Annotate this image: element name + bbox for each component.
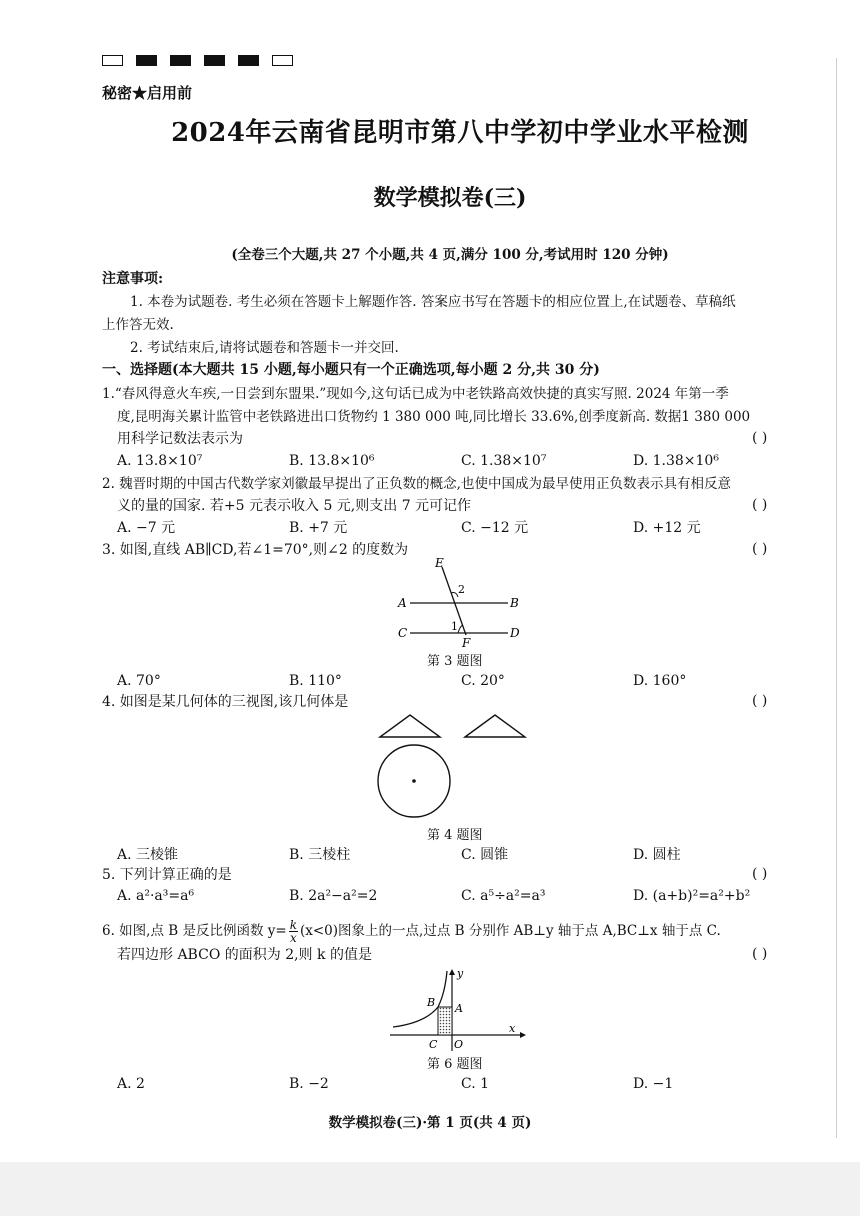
label-e: E (435, 556, 444, 570)
q6-option-c: C. 1 (461, 1076, 490, 1092)
q1-option-b: B. 13.8×10⁶ (289, 453, 375, 469)
exam-info: (全卷三个大题,共 27 个小题,共 4 页,满分 100 分,考试用时 120 分钟) (231, 247, 669, 263)
code-box-filled (238, 55, 259, 66)
label-a: A (398, 596, 407, 610)
q4-option-a: A. 三棱锥 (117, 847, 179, 863)
q4-figure-caption: 第 4 题图 (427, 828, 483, 843)
label-c: C (398, 626, 408, 640)
q3-parallel-lines-figure (390, 555, 530, 650)
scan-edge-line (836, 58, 837, 1138)
q6-answer-blank: ( ) (752, 946, 768, 962)
q3-answer-blank: ( ) (752, 541, 768, 557)
q1-option-a: A. 13.8×10⁷ (117, 453, 203, 469)
code-box-empty (102, 55, 123, 66)
section-1-heading: 一、选择题(本大题共 15 小题,每小题只有一个正确选项,每小题 2 分,共 30 分) (102, 362, 600, 378)
q5-option-a: A. a²·a³=a⁶ (117, 888, 195, 904)
exam-title: 2024年云南省昆明市第八中学初中学业水平检测 (171, 118, 749, 148)
q4-option-d: D. 圆柱 (633, 847, 681, 863)
secret-label: 秘密★启用前 (102, 84, 193, 102)
code-box-filled (204, 55, 225, 66)
q4-answer-blank: ( ) (752, 693, 768, 709)
q1-option-c: C. 1.38×10⁷ (461, 453, 547, 469)
q4-line-1: 4. 如图是某几何体的三视图,该几何体是 (102, 694, 349, 710)
notes-line-1b: 上作答无效. (102, 317, 174, 333)
q5-line-1: 5. 下列计算正确的是 (102, 867, 232, 883)
q2-option-c: C. −12 元 (461, 520, 529, 536)
q4-options (117, 846, 681, 864)
side-view-triangle (465, 715, 525, 737)
q6-fraction-den: x (289, 931, 297, 945)
label-d: D (510, 626, 520, 640)
q1-line-1: 1.“春风得意火车疾,一日尝到东盟果.”现如今,这句话已成为中老铁路高效快捷的真实写照. 2024 年第一季 (102, 386, 729, 402)
y-axis-arrow (449, 969, 455, 975)
q3-option-b: B. 110° (289, 673, 342, 689)
q2-option-b: B. +7 元 (289, 520, 348, 536)
page-footer: 数学模拟卷(三)·第 1 页(共 4 页) (328, 1115, 532, 1131)
q3-options (117, 672, 686, 690)
q6-figure-caption: 第 6 题图 (427, 1057, 483, 1072)
q6-line-1-post: (x<0)图象上的一点,过点 B 分别作 AB⊥y 轴于点 A,BC⊥x 轴于点 C. (299, 923, 721, 939)
exam-subtitle: 数学模拟卷(三) (373, 185, 527, 211)
notes-line-1a: 1. 本卷为试题卷. 考生必须在答题卡上解题作答. 答案应书写在答题卡的相应位置上,在试题卷、草稿纸 (130, 294, 736, 310)
q2-options (117, 519, 701, 537)
notes-line-2: 2. 考试结束后,请将试题卷和答题卡一并交回. (130, 340, 399, 356)
q3-line-1: 3. 如图,直线 AB∥CD,若∠1=70°,则∠2 的度数为 (102, 542, 409, 558)
q6-line-1-pre: 6. 如图,点 B 是反比例函数 y= (102, 923, 287, 939)
q6-fraction-num: k (289, 918, 297, 932)
label-c: C (429, 1038, 438, 1051)
q1-answer-blank: ( ) (752, 430, 768, 446)
q5-option-c: C. a⁵÷a²=a³ (461, 888, 546, 904)
q5-answer-blank: ( ) (752, 866, 768, 882)
q1-options (117, 452, 719, 470)
q4-three-views-figure (370, 708, 540, 823)
label-angle-2: 2 (458, 583, 465, 596)
x-axis-arrow (520, 1032, 526, 1038)
code-box-filled (170, 55, 191, 66)
q5-option-d: D. (a+b)²=a²+b² (633, 888, 751, 904)
label-b: B (510, 596, 519, 610)
front-view-triangle (380, 715, 440, 737)
q6-option-b: B. −2 (289, 1076, 329, 1092)
label-a: A (455, 1002, 463, 1015)
q6-inverse-function-figure (385, 965, 530, 1055)
q4-option-c: C. 圆锥 (461, 847, 509, 863)
q6-option-a: A. 2 (117, 1076, 145, 1092)
q6-fraction (289, 919, 298, 944)
q6-line-2: 若四边形 ABCO 的面积为 2,则 k 的值是 (117, 947, 372, 963)
q3-figure-caption: 第 3 题图 (427, 654, 483, 669)
q5-option-b: B. 2a²−a²=2 (289, 888, 378, 904)
q6-line-1 (102, 919, 721, 944)
q6-options (117, 1075, 673, 1093)
q2-option-a: A. −7 元 (117, 520, 176, 536)
q4-option-b: B. 三棱柱 (289, 847, 351, 863)
q6-option-d: D. −1 (633, 1076, 674, 1092)
q1-option-d: D. 1.38×10⁶ (633, 453, 719, 469)
label-x: x (509, 1022, 516, 1035)
q2-line-2: 义的量的国家. 若+5 元表示收入 5 元,则支出 7 元可记作 (117, 498, 472, 514)
code-box-filled (136, 55, 157, 66)
exam-code-boxes (102, 55, 293, 66)
label-b: B (427, 996, 436, 1009)
label-f: F (462, 636, 471, 650)
shaded-rectangle-abco (438, 1007, 452, 1035)
scan-margin (0, 1162, 860, 1216)
q1-line-3: 用科学记数法表示为 (117, 431, 243, 447)
q5-options (117, 887, 750, 905)
top-view-center-dot (412, 779, 416, 783)
label-y: y (457, 967, 464, 980)
q2-option-d: D. +12 元 (633, 520, 701, 536)
q3-option-d: D. 160° (633, 673, 687, 689)
code-box-empty (272, 55, 293, 66)
q2-line-1: 2. 魏晋时期的中国古代数学家刘徽最早提出了正负数的概念,也使中国成为最早使用正负数表示具有相反意 (102, 476, 731, 492)
q3-option-a: A. 70° (117, 673, 161, 689)
label-o: O (454, 1038, 464, 1051)
label-angle-1: 1 (451, 620, 458, 633)
q2-answer-blank: ( ) (752, 497, 768, 513)
q3-option-c: C. 20° (461, 673, 505, 689)
notes-heading: 注意事项: (102, 271, 164, 287)
q1-line-2: 度,昆明海关累计监管中老铁路进出口货物约 1 380 000 吨,同比增长 33.6%,创季度新高. 数据1 380 000 (117, 409, 751, 425)
